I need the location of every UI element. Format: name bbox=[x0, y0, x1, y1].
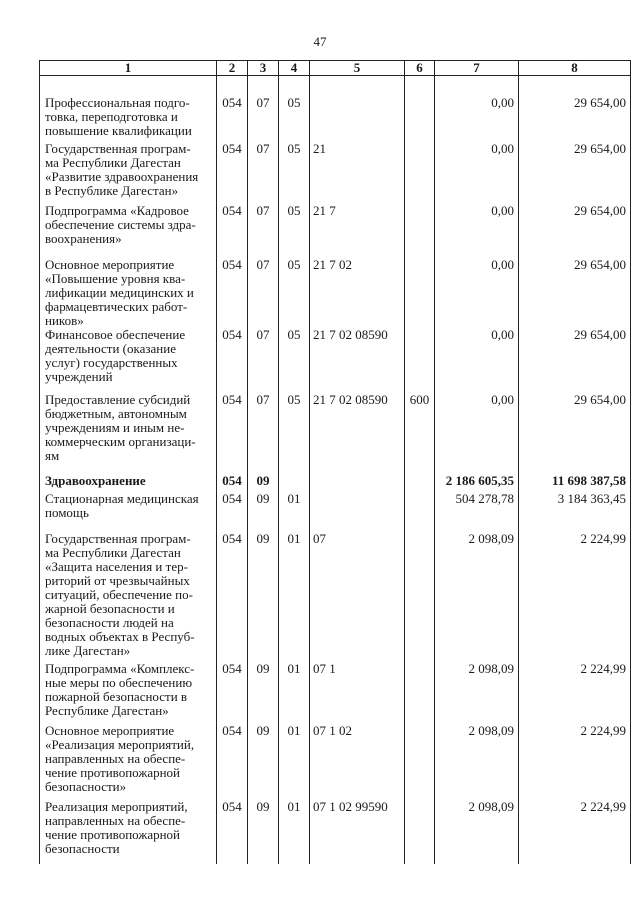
table-row bbox=[40, 490, 631, 524]
row-target-article-text: 07 1 02 bbox=[313, 723, 352, 738]
row-amount-col8 bbox=[519, 252, 631, 328]
row-chapter-code-text: 054 bbox=[222, 723, 242, 738]
row-expense-type bbox=[405, 388, 435, 466]
row-chapter-code bbox=[217, 138, 248, 198]
row-amount-col7 bbox=[435, 524, 519, 658]
row-target-article bbox=[310, 466, 405, 490]
row-subsection-code bbox=[279, 76, 310, 139]
row-subsection-code-text: 05 bbox=[287, 392, 301, 407]
row-amount-col8-text: 2 224,99 bbox=[580, 531, 626, 546]
row-amount-col8-text: 29 654,00 bbox=[574, 95, 626, 110]
header-col-5: 5 bbox=[310, 61, 405, 76]
row-chapter-code-text: 054 bbox=[222, 473, 242, 488]
row-target-article bbox=[310, 796, 405, 864]
row-amount-col8 bbox=[519, 658, 631, 718]
page-number: 47 bbox=[313, 34, 327, 49]
row-name-text: Государственная програм- ма Республики Дагестан «Развитие здравоохранения в Республике Дагестан» bbox=[45, 141, 199, 198]
table-row bbox=[40, 658, 631, 718]
row-amount-col7 bbox=[435, 198, 519, 252]
row-chapter-code bbox=[217, 718, 248, 796]
row-section-code bbox=[248, 490, 279, 524]
table-header bbox=[40, 61, 631, 76]
row-target-article bbox=[310, 524, 405, 658]
row-chapter-code-text: 054 bbox=[222, 327, 242, 342]
row-chapter-code bbox=[217, 388, 248, 466]
row-amount-col7-text: 0,00 bbox=[491, 257, 514, 272]
row-amount-col7 bbox=[435, 490, 519, 524]
row-amount-col7-text: 504 278,78 bbox=[455, 491, 514, 506]
row-target-article-text: 21 7 bbox=[313, 203, 336, 218]
row-subsection-code-text: 01 bbox=[287, 491, 301, 506]
row-chapter-code bbox=[217, 198, 248, 252]
row-subsection-code bbox=[279, 490, 310, 524]
row-chapter-code bbox=[217, 490, 248, 524]
table-row bbox=[40, 388, 631, 466]
row-name bbox=[40, 718, 217, 796]
row-name-text: Профессиональная подго- товка, переподготовка и повышение квалификации bbox=[45, 95, 192, 138]
row-section-code bbox=[248, 252, 279, 328]
row-name bbox=[40, 524, 217, 658]
row-amount-col7 bbox=[435, 138, 519, 198]
row-target-article bbox=[310, 252, 405, 328]
row-expense-type bbox=[405, 796, 435, 864]
row-name bbox=[40, 388, 217, 466]
row-section-code-text: 07 bbox=[256, 95, 270, 110]
row-amount-col8 bbox=[519, 466, 631, 490]
row-target-article-text: 07 bbox=[313, 531, 326, 546]
row-chapter-code-text: 054 bbox=[222, 799, 242, 814]
row-amount-col8 bbox=[519, 718, 631, 796]
row-section-code bbox=[248, 76, 279, 139]
header-col-6: 6 bbox=[405, 61, 435, 76]
row-expense-type bbox=[405, 76, 435, 139]
row-chapter-code bbox=[217, 328, 248, 388]
row-chapter-code-text: 054 bbox=[222, 95, 242, 110]
row-name bbox=[40, 138, 217, 198]
row-target-article-text: 21 7 02 08590 bbox=[313, 392, 388, 407]
row-amount-col7 bbox=[435, 718, 519, 796]
row-subsection-code-text: 01 bbox=[287, 799, 301, 814]
row-target-article bbox=[310, 138, 405, 198]
row-section-code bbox=[248, 328, 279, 388]
row-amount-col8 bbox=[519, 328, 631, 388]
header-col-2: 2 bbox=[217, 61, 248, 76]
row-expense-type bbox=[405, 138, 435, 198]
row-expense-type bbox=[405, 658, 435, 718]
row-subsection-code bbox=[279, 388, 310, 466]
row-amount-col7-text: 0,00 bbox=[491, 95, 514, 110]
row-target-article-text: 07 1 02 99590 bbox=[313, 799, 388, 814]
row-amount-col8 bbox=[519, 796, 631, 864]
table-row bbox=[40, 76, 631, 139]
row-name-text: Государственная програм- ма Республики Дагестан «Защита населения и тер- риторий от чрезвычайных ситуаций, обеспечение по- жарной безопасности и безопасности людей на водных объектах в Респуб- лике Дагестан» bbox=[45, 531, 195, 658]
row-chapter-code bbox=[217, 76, 248, 139]
row-subsection-code bbox=[279, 524, 310, 658]
row-amount-col8-text: 29 654,00 bbox=[574, 327, 626, 342]
row-section-code-text: 09 bbox=[256, 661, 270, 676]
row-target-article bbox=[310, 198, 405, 252]
row-subsection-code bbox=[279, 658, 310, 718]
row-section-code-text: 07 bbox=[256, 203, 270, 218]
row-subsection-code-text: 01 bbox=[287, 723, 301, 738]
row-expense-type bbox=[405, 524, 435, 658]
row-section-code-text: 09 bbox=[256, 473, 270, 488]
row-target-article bbox=[310, 490, 405, 524]
row-amount-col7-text: 2 098,09 bbox=[468, 723, 514, 738]
row-amount-col8-text: 3 184 363,45 bbox=[557, 491, 626, 506]
table-row bbox=[40, 796, 631, 864]
row-section-code-text: 09 bbox=[256, 531, 270, 546]
row-section-code-text: 07 bbox=[256, 141, 270, 156]
row-amount-col8-text: 2 224,99 bbox=[580, 799, 626, 814]
row-subsection-code bbox=[279, 328, 310, 388]
row-amount-col7-text: 2 098,09 bbox=[468, 799, 514, 814]
table-row bbox=[40, 466, 631, 490]
row-amount-col7-text: 0,00 bbox=[491, 203, 514, 218]
table-row bbox=[40, 138, 631, 198]
row-section-code bbox=[248, 466, 279, 490]
row-chapter-code bbox=[217, 466, 248, 490]
row-name bbox=[40, 490, 217, 524]
row-amount-col7-text: 2 098,09 bbox=[468, 661, 514, 676]
row-subsection-code-text: 05 bbox=[287, 141, 301, 156]
header-col-3: 3 bbox=[248, 61, 279, 76]
row-amount-col8 bbox=[519, 198, 631, 252]
row-expense-type bbox=[405, 466, 435, 490]
row-amount-col8-text: 29 654,00 bbox=[574, 392, 626, 407]
row-target-article-text: 21 7 02 bbox=[313, 257, 352, 272]
row-expense-type-text: 600 bbox=[409, 392, 430, 407]
row-chapter-code-text: 054 bbox=[222, 531, 242, 546]
row-name-text: Предоставление субсидий бюджетным, автономным учреждениям и иным не- коммерческим организаци- ям bbox=[45, 392, 196, 463]
row-subsection-code-text: 01 bbox=[287, 661, 301, 676]
row-name-text: Основное мероприятие «Реализация мероприятий, направленных на обеспе- чение противопожарной безопасности» bbox=[45, 723, 195, 794]
row-subsection-code bbox=[279, 138, 310, 198]
row-amount-col8-text: 11 698 387,58 bbox=[551, 473, 626, 488]
row-subsection-code-text: 01 bbox=[287, 531, 301, 546]
row-name-text: Здравоохранение bbox=[45, 473, 146, 488]
row-amount-col8 bbox=[519, 524, 631, 658]
row-section-code bbox=[248, 796, 279, 864]
row-chapter-code-text: 054 bbox=[222, 491, 242, 506]
row-target-article bbox=[310, 388, 405, 466]
table-row bbox=[40, 198, 631, 252]
row-amount-col8-text: 29 654,00 bbox=[574, 203, 626, 218]
row-subsection-code bbox=[279, 466, 310, 490]
row-target-article bbox=[310, 718, 405, 796]
row-amount-col7-text: 2 098,09 bbox=[468, 531, 514, 546]
row-name bbox=[40, 796, 217, 864]
row-target-article bbox=[310, 658, 405, 718]
row-amount-col7-text: 2 186 605,35 bbox=[445, 473, 514, 488]
row-section-code bbox=[248, 138, 279, 198]
row-section-code-text: 07 bbox=[256, 392, 270, 407]
row-amount-col8-text: 29 654,00 bbox=[574, 141, 626, 156]
row-amount-col7 bbox=[435, 388, 519, 466]
row-amount-col8 bbox=[519, 138, 631, 198]
row-subsection-code bbox=[279, 796, 310, 864]
row-amount-col7-text: 0,00 bbox=[491, 392, 514, 407]
header-row bbox=[40, 61, 631, 76]
row-amount-col7-text: 0,00 bbox=[491, 327, 514, 342]
row-section-code-text: 09 bbox=[256, 491, 270, 506]
table-row bbox=[40, 524, 631, 658]
row-subsection-code-text: 05 bbox=[287, 95, 301, 110]
row-name bbox=[40, 252, 217, 328]
table-body bbox=[40, 76, 631, 865]
table-row bbox=[40, 252, 631, 328]
row-amount-col8 bbox=[519, 490, 631, 524]
row-section-code-text: 07 bbox=[256, 327, 270, 342]
row-target-article-text: 07 1 bbox=[313, 661, 336, 676]
row-section-code bbox=[248, 198, 279, 252]
row-amount-col7 bbox=[435, 796, 519, 864]
row-subsection-code-text: 05 bbox=[287, 257, 301, 272]
row-name bbox=[40, 328, 217, 388]
row-section-code bbox=[248, 388, 279, 466]
row-chapter-code bbox=[217, 658, 248, 718]
row-name bbox=[40, 658, 217, 718]
row-expense-type bbox=[405, 718, 435, 796]
row-subsection-code-text: 05 bbox=[287, 203, 301, 218]
row-expense-type bbox=[405, 328, 435, 388]
row-expense-type bbox=[405, 490, 435, 524]
row-name-text: Подпрограмма «Кадровое обеспечение системы здра- воохранения» bbox=[45, 203, 196, 246]
row-amount-col8 bbox=[519, 388, 631, 466]
row-section-code bbox=[248, 658, 279, 718]
row-target-article-text: 21 bbox=[313, 141, 326, 156]
row-name-text: Подпрограмма «Комплекс- ные меры по обеспечению пожарной безопасности в Республике Дагестан» bbox=[45, 661, 195, 718]
row-section-code-text: 09 bbox=[256, 799, 270, 814]
row-section-code bbox=[248, 718, 279, 796]
table-row bbox=[40, 328, 631, 388]
row-amount-col8-text: 2 224,99 bbox=[580, 723, 626, 738]
row-amount-col8-text: 29 654,00 bbox=[574, 257, 626, 272]
row-amount-col7 bbox=[435, 76, 519, 139]
row-chapter-code-text: 054 bbox=[222, 141, 242, 156]
row-name bbox=[40, 76, 217, 139]
budget-table bbox=[39, 60, 631, 864]
row-chapter-code bbox=[217, 524, 248, 658]
row-target-article-text: 21 7 02 08590 bbox=[313, 327, 388, 342]
row-chapter-code bbox=[217, 796, 248, 864]
row-name bbox=[40, 198, 217, 252]
row-chapter-code bbox=[217, 252, 248, 328]
row-amount-col7-text: 0,00 bbox=[491, 141, 514, 156]
row-subsection-code bbox=[279, 252, 310, 328]
row-name-text: Финансовое обеспечение деятельности (оказание услуг) государственных учреждений bbox=[45, 327, 186, 384]
row-amount-col8-text: 2 224,99 bbox=[580, 661, 626, 676]
row-subsection-code bbox=[279, 198, 310, 252]
row-section-code-text: 09 bbox=[256, 723, 270, 738]
row-subsection-code bbox=[279, 718, 310, 796]
table-row bbox=[40, 718, 631, 796]
row-name-text: Реализация мероприятий, направленных на обеспе- чение противопожарной безопасности bbox=[45, 799, 188, 856]
header-col-8: 8 bbox=[519, 61, 631, 76]
row-amount-col7 bbox=[435, 466, 519, 490]
row-subsection-code-text: 05 bbox=[287, 327, 301, 342]
row-amount-col8 bbox=[519, 76, 631, 139]
row-chapter-code-text: 054 bbox=[222, 257, 242, 272]
row-expense-type bbox=[405, 198, 435, 252]
row-expense-type bbox=[405, 252, 435, 328]
header-col-7: 7 bbox=[435, 61, 519, 76]
row-amount-col7 bbox=[435, 658, 519, 718]
row-name-text: Стационарная медицинская помощь bbox=[45, 491, 199, 520]
row-name-text: Основное мероприятие «Повышение уровня ква- лификации медицинских и фармацевтических работ- ников» bbox=[45, 257, 194, 328]
row-chapter-code-text: 054 bbox=[222, 203, 242, 218]
row-section-code bbox=[248, 524, 279, 658]
row-chapter-code-text: 054 bbox=[222, 661, 242, 676]
row-chapter-code-text: 054 bbox=[222, 392, 242, 407]
header-col-1: 1 bbox=[40, 61, 217, 76]
header-col-4: 4 bbox=[279, 61, 310, 76]
row-name bbox=[40, 466, 217, 490]
row-amount-col7 bbox=[435, 252, 519, 328]
row-target-article bbox=[310, 328, 405, 388]
row-target-article bbox=[310, 76, 405, 139]
row-section-code-text: 07 bbox=[256, 257, 270, 272]
row-amount-col7 bbox=[435, 328, 519, 388]
